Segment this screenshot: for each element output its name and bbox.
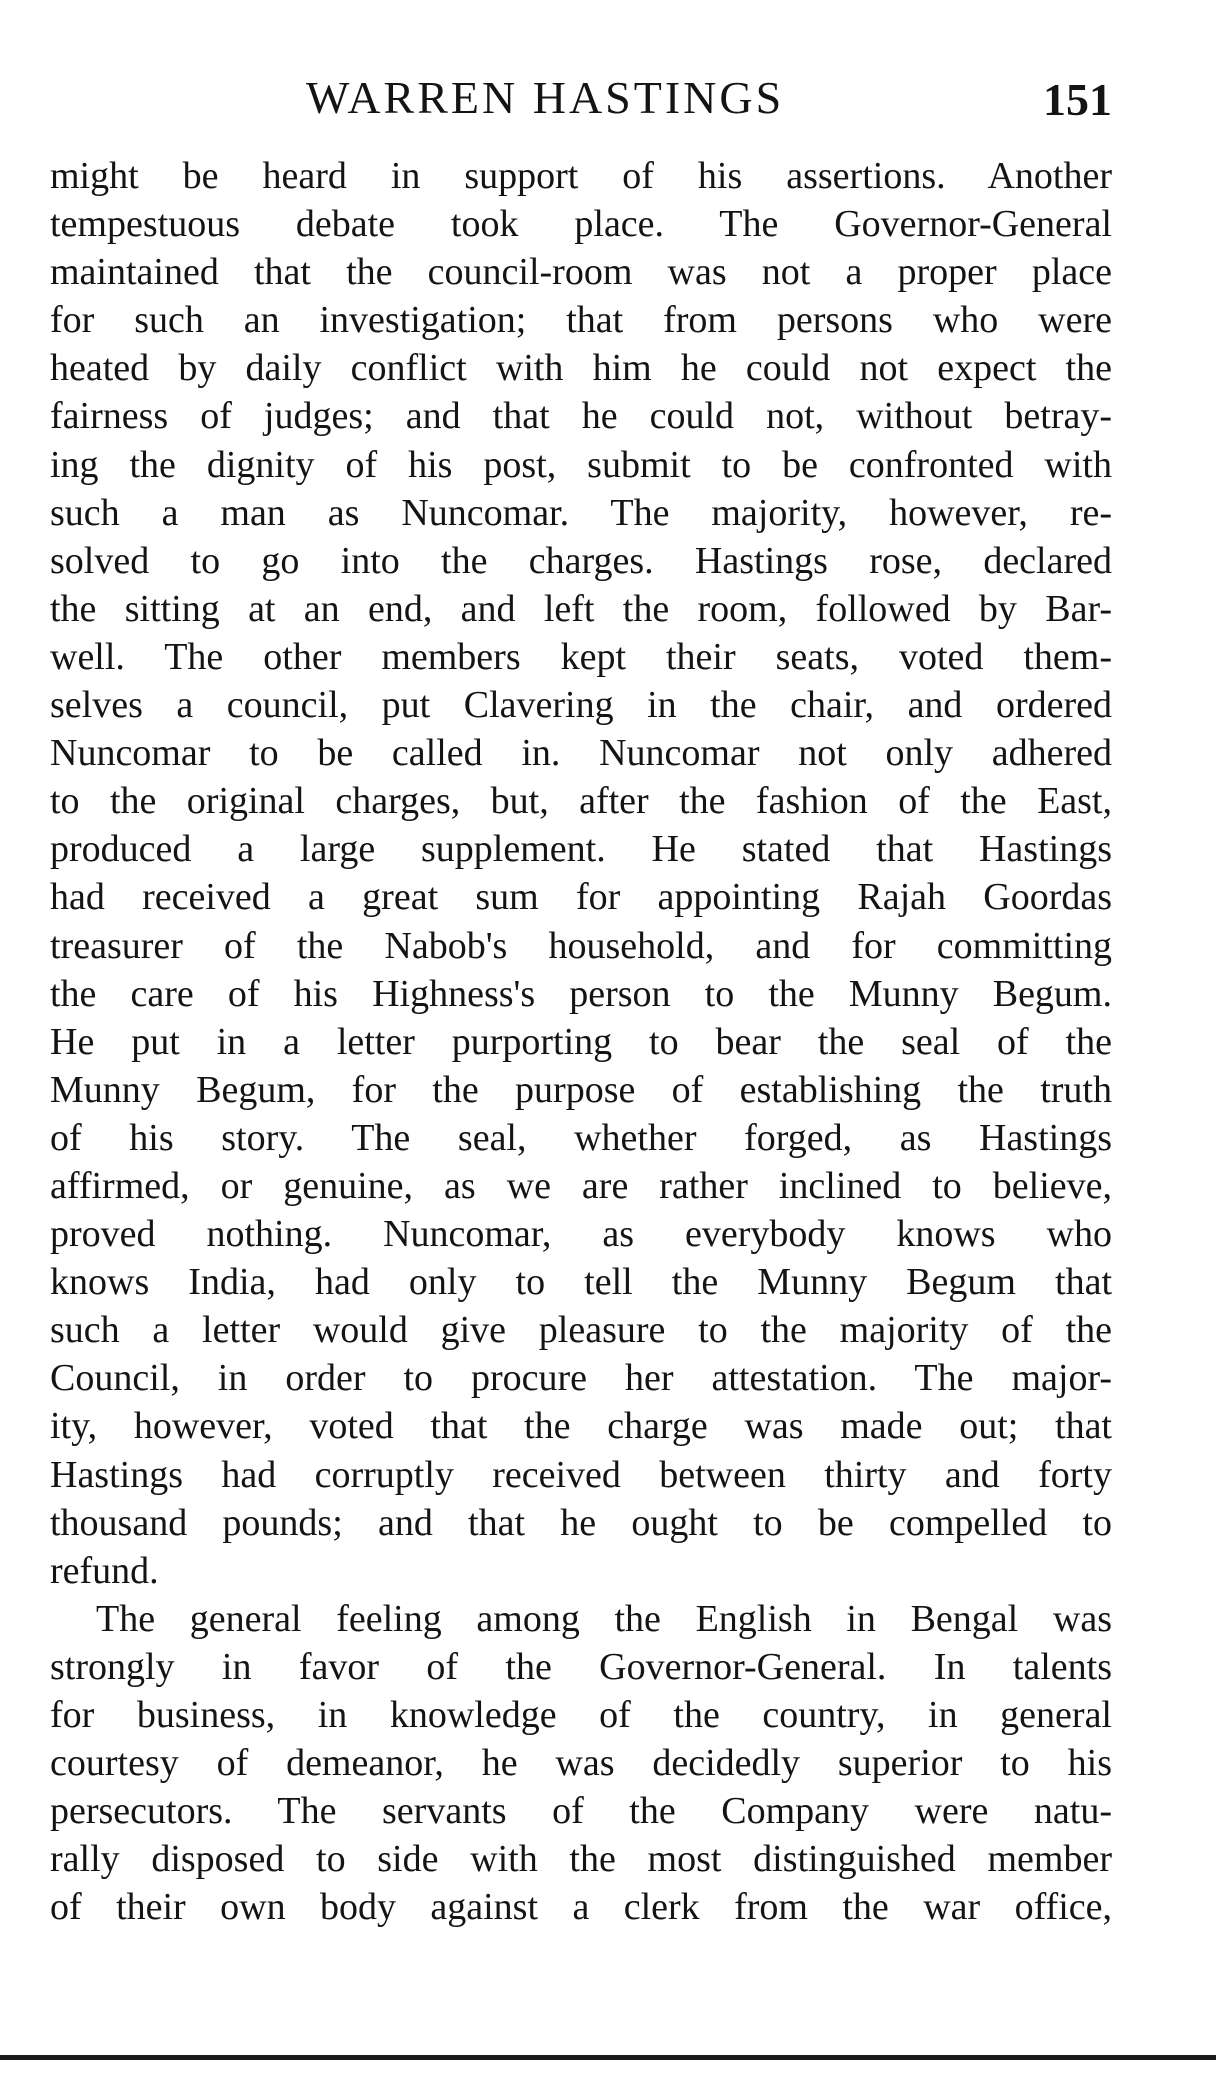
text-line: ing the dignity of his post, submit to be confronted with: [50, 443, 1112, 486]
text-line: such a man as Nuncomar. The majority, however, re-: [50, 491, 1112, 534]
bottom-rule: [0, 2055, 1216, 2060]
text-line: persecutors. The servants of the Company were natu-: [50, 1790, 1112, 1833]
text-line: for business, in knowledge of the country, in general: [50, 1694, 1112, 1736]
text-line: of their own body against a clerk from the war office,: [50, 1886, 1112, 1929]
text-line: Munny Begum, for the purpose of establishing the truth: [50, 1068, 1112, 1111]
text-line: tempestuous debate took place. The Governor-General: [50, 203, 1112, 246]
body-text: [50, 152, 1112, 1931]
text-line: might be heard in support of his assertions. Another: [50, 155, 1112, 197]
text-line: fairness of judges; and that he could not, without betray-: [50, 395, 1112, 438]
text-line: affirmed, or genuine, as we are rather inclined to believe,: [50, 1164, 1112, 1207]
text-line: of his story. The seal, whether forged, as Hastings: [50, 1116, 1112, 1159]
text-line: well. The other members kept their seats, voted them-: [50, 635, 1112, 678]
text-line: Hastings had corruptly received between thirty and forty: [50, 1453, 1112, 1496]
running-title: WARREN HASTINGS: [306, 72, 785, 123]
text-line: He put in a letter purporting to bear the seal of the: [50, 1020, 1112, 1063]
text-line: courtesy of demeanor, he was decidedly superior to his: [50, 1742, 1112, 1785]
text-line: proved nothing. Nuncomar, as everybody knows who: [50, 1213, 1112, 1256]
page-number: 151: [1043, 74, 1112, 125]
text-line: Nuncomar to be called in. Nuncomar not only adhered: [50, 732, 1112, 775]
text-line: such a letter would give pleasure to the majority of the: [50, 1309, 1112, 1352]
text-line: strongly in favor of the Governor-General. In talents: [50, 1645, 1112, 1688]
text-line: to the original charges, but, after the fashion of the East,: [50, 780, 1112, 823]
paragraph-end-line: refund.: [50, 1549, 159, 1592]
text-line: produced a large supplement. He stated that Hastings: [50, 828, 1112, 871]
text-line: heated by daily conflict with him he could not expect the: [50, 347, 1112, 390]
text-line: Council, in order to procure her attestation. The major-: [50, 1357, 1112, 1400]
text-line: treasurer of the Nabob's household, and for committing: [50, 924, 1112, 967]
text-line: thousand pounds; and that he ought to be compelled to: [50, 1501, 1112, 1544]
text-line: for such an investigation; that from persons who were: [50, 299, 1112, 342]
text-line: selves a council, put Clavering in the chair, and ordered: [50, 684, 1112, 727]
text-line: rally disposed to side with the most distinguished member: [50, 1838, 1112, 1881]
text-line: the sitting at an end, and left the room, followed by Bar-: [50, 587, 1112, 630]
running-head: [0, 68, 1216, 128]
text-line: the care of his Highness's person to the Munny Begum.: [50, 972, 1112, 1015]
text-line: knows India, had only to tell the Munny Begum that: [50, 1261, 1112, 1304]
paragraph-first-line: The general feeling among the English in Bengal was: [96, 1597, 1112, 1640]
text-line: solved to go into the charges. Hastings rose, declared: [50, 539, 1112, 582]
text-line: had received a great sum for appointing Rajah Goordas: [50, 876, 1112, 919]
text-line: maintained that the council-room was not a proper place: [50, 251, 1112, 294]
text-line: ity, however, voted that the charge was made out; that: [50, 1405, 1112, 1448]
